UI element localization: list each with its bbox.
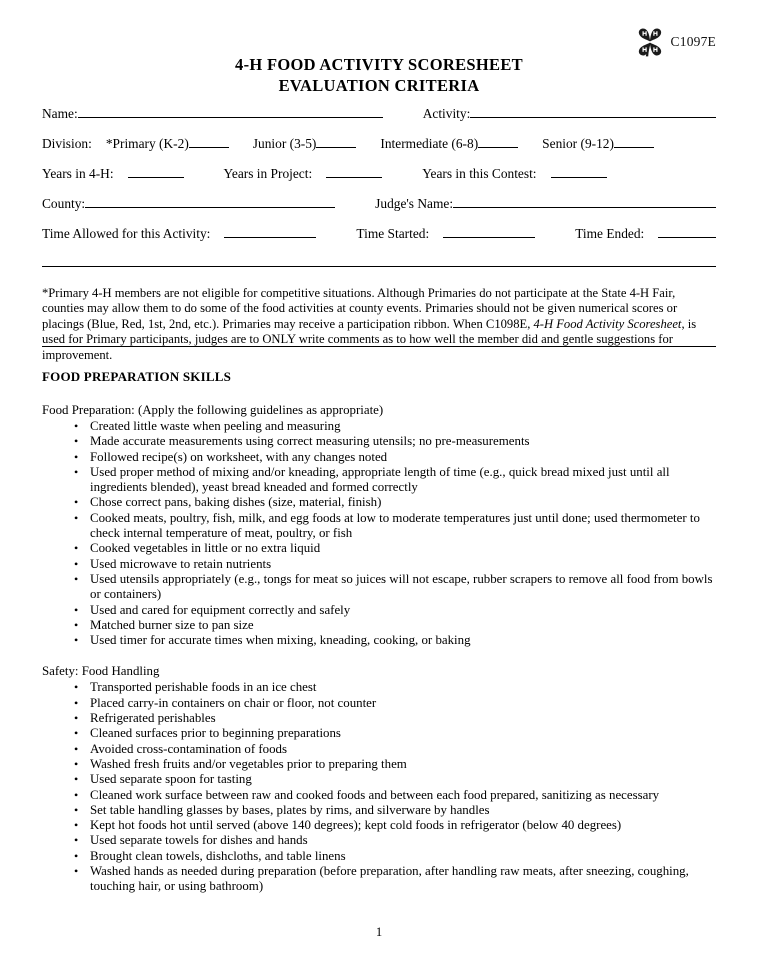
list-item: • Transported perishable foods in an ice chest	[42, 680, 720, 695]
list-item: • Washed fresh fruits and/or vegetables prior to preparing them	[42, 757, 720, 772]
disclaimer-italic-title: 4-H Food Activity Scoresheet	[533, 316, 682, 331]
division-option-intermediate-label: Intermediate (6-8)	[380, 136, 479, 151]
years-in-4h-label: Years in 4-H:	[42, 166, 114, 181]
years-in-4h-input[interactable]	[128, 166, 184, 178]
form-row-years	[42, 166, 716, 196]
list-item: • Washed hands as needed during preparation (before preparation, after handling raw meats, after sneezing, coughing, touching hair, or using bathroom)	[42, 864, 720, 895]
title-line-1: 4-H FOOD ACTIVITY SCORESHEET	[235, 55, 523, 74]
primary-disclaimer-text	[42, 286, 716, 364]
section-spacer	[42, 648, 720, 664]
section-heading-food-preparation-skills: FOOD PREPARATION SKILLS	[42, 369, 232, 384]
disclaimer-part-1: *Primary 4-H members are not eligible for competitive situations. Although Primaries do not participate at the State 4-H Fair, counties may allow them to do some of the food activities at county events. Primaries should not be given numerical scores or placings (Blue, Red, 1st, 2nd, etc.). Primaries may receive a participation ribbon. When C1098E,	[42, 285, 678, 331]
judges-name-input[interactable]	[453, 196, 716, 208]
list-item: • Used separate spoon for tasting	[42, 772, 720, 787]
disclaimer-part-2: , is used for Primary participants, judges are to ONLY write comments as to how well the member did and gentle suggestions for improvement.	[42, 316, 697, 362]
time-started-input[interactable]	[443, 226, 535, 238]
list-item: • Cleaned surfaces prior to beginning preparations	[42, 726, 720, 741]
page-number: 1	[375, 925, 383, 939]
list-item: • Matched burner size to pan size	[42, 618, 720, 633]
subheading-safety-food-handling: Safety: Food Handling	[42, 664, 160, 679]
list-item: • Made accurate measurements using correct measuring utensils; no pre-measurements	[42, 434, 720, 449]
years-in-contest-input[interactable]	[551, 166, 607, 178]
list-item: • Used microwave to retain nutrients	[42, 557, 720, 572]
time-allowed-label: Time Allowed for this Activity:	[42, 226, 211, 241]
form-row-division	[42, 136, 716, 166]
division-option-junior-label: Junior (3-5)	[252, 136, 317, 151]
form-row-county-judge	[42, 196, 716, 226]
list-item: • Chose correct pans, baking dishes (size, material, finish)	[42, 495, 720, 510]
list-item: • Cooked vegetables in little or no extra liquid	[42, 541, 720, 556]
criteria-content	[42, 369, 720, 895]
list-item: • Placed carry-in containers on chair or floor, not counter	[42, 696, 720, 711]
safety-list	[42, 680, 720, 894]
division-option-senior-input[interactable]	[614, 136, 654, 148]
food-preparation-list	[42, 419, 720, 648]
county-input[interactable]	[85, 196, 335, 208]
form-row-name-activity	[42, 106, 716, 136]
years-in-project-label: Years in Project:	[223, 166, 313, 181]
activity-label: Activity:	[422, 106, 471, 121]
county-label: County:	[42, 196, 86, 211]
list-item: • Used separate towels for dishes and hands	[42, 833, 720, 848]
division-option-junior-input[interactable]	[316, 136, 356, 148]
division-option-primary-label: *Primary (K-2)	[105, 136, 189, 151]
list-item: • Used utensils appropriately (e.g., tongs for meat so juices will not escape, rubber scrapers to remove all food from bowls or containers)	[42, 572, 720, 603]
name-input[interactable]	[78, 106, 383, 118]
division-option-primary-input[interactable]	[189, 136, 229, 148]
list-item: • Kept hot foods hot until served (above 140 degrees); kept cold foods in refrigerator (below 40 degrees)	[42, 818, 720, 833]
list-item: • Followed recipe(s) on worksheet, with any changes noted	[42, 450, 720, 465]
title-line-2: EVALUATION CRITERIA	[278, 76, 480, 95]
division-option-intermediate-input[interactable]	[478, 136, 518, 148]
time-allowed-input[interactable]	[224, 226, 316, 238]
entry-form	[42, 106, 716, 256]
list-item: • Cleaned work surface between raw and cooked foods and between each food prepared, sanitizing as necessary	[42, 788, 720, 803]
years-in-project-input[interactable]	[326, 166, 382, 178]
list-item: • Used and cared for equipment correctly and safely	[42, 603, 720, 618]
list-item: • Refrigerated perishables	[42, 711, 720, 726]
divider-top	[42, 266, 716, 267]
list-item: • Used proper method of mixing and/or kneading, appropriate length of time (e.g., quick bread mixed just until all ingredients blended), yeast bread kneaded and formed correctly	[42, 465, 720, 496]
name-label: Name:	[42, 106, 78, 121]
subheading-food-preparation: Food Preparation: (Apply the following guidelines as appropriate)	[42, 403, 384, 417]
time-ended-input[interactable]	[658, 226, 716, 238]
division-label: Division:	[42, 136, 92, 151]
list-item: • Used timer for accurate times when mixing, kneading, cooking, or baking	[42, 633, 720, 648]
list-item: • Brought clean towels, dishcloths, and table linens	[42, 849, 720, 864]
list-item: • Avoided cross-contamination of foods	[42, 742, 720, 757]
page-title	[0, 54, 758, 96]
division-option-senior-label: Senior (9-12)	[542, 136, 614, 151]
activity-input[interactable]	[470, 106, 716, 118]
judges-name-label: Judge's Name:	[375, 196, 454, 211]
list-item: • Set table handling glasses by bases, plates by rims, and silverware by handles	[42, 803, 720, 818]
document-code: C1097E	[670, 34, 716, 49]
list-item: • Cooked meats, poultry, fish, milk, and egg foods at low to moderate temperatures just until done; used thermometer to check internal temperature of meat, poultry, or fish	[42, 511, 720, 542]
form-row-times	[42, 226, 716, 256]
time-started-label: Time Started:	[356, 226, 430, 241]
time-ended-label: Time Ended:	[575, 226, 645, 241]
list-item: • Created little waste when peeling and measuring	[42, 419, 720, 434]
years-in-contest-label: Years in this Contest:	[422, 166, 537, 181]
